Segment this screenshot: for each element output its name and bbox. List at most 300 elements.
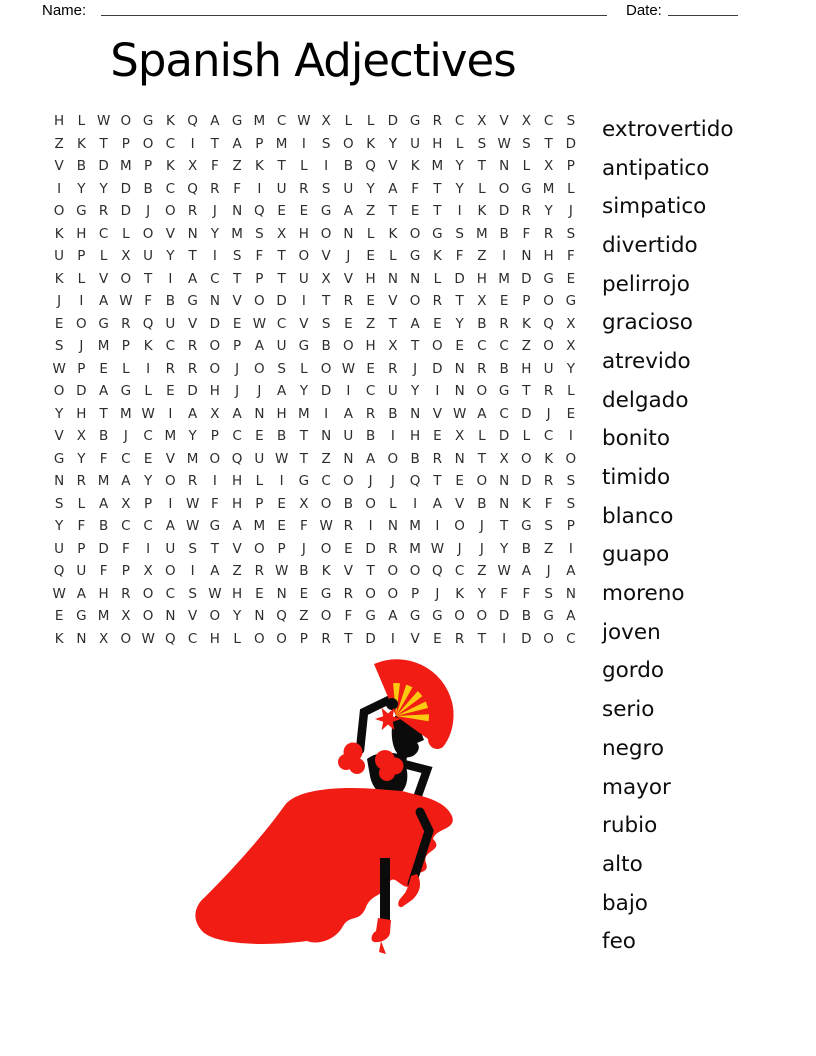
grid-letter-r3c18: M bbox=[431, 158, 444, 175]
grid-letter-r10c22: K bbox=[521, 315, 531, 332]
grid-letter-r7c15: E bbox=[366, 248, 375, 265]
grid-letter-r13c14: I bbox=[346, 383, 351, 400]
grid-letter-r23c4: X bbox=[121, 608, 131, 625]
grid-letter-r4c15: Y bbox=[366, 180, 375, 197]
grid-letter-r14c11: H bbox=[276, 405, 287, 422]
grid-letter-r4c19: Y bbox=[455, 180, 464, 197]
grid-letter-r19c23: S bbox=[544, 518, 553, 535]
grid-letter-r9c19: T bbox=[455, 293, 464, 310]
grid-letter-r11c21: C bbox=[499, 338, 509, 355]
grid-letter-r12c11: S bbox=[277, 360, 286, 377]
grid-letter-r10c2: O bbox=[76, 315, 87, 332]
grid-letter-r2c16: Y bbox=[388, 135, 397, 152]
grid-letter-r14c13: I bbox=[324, 405, 329, 422]
grid-letter-r14c1: Y bbox=[55, 405, 64, 422]
grid-letter-r15c4: J bbox=[123, 428, 128, 445]
grid-letter-r19c15: I bbox=[368, 518, 373, 535]
grid-letter-r23c21: D bbox=[498, 608, 510, 625]
grid-letter-r15c10: E bbox=[255, 428, 264, 445]
grid-letter-r17c20: O bbox=[476, 473, 488, 490]
grid-letter-r17c1: N bbox=[54, 473, 65, 490]
grid-letter-r16c22: O bbox=[521, 450, 532, 467]
grid-letter-r22c1: W bbox=[52, 585, 66, 602]
grid-letter-r9c3: A bbox=[99, 293, 109, 310]
grid-letter-r3c24: P bbox=[566, 158, 575, 175]
grid-letter-r17c3: M bbox=[97, 473, 110, 490]
grid-letter-r1c6: K bbox=[165, 113, 175, 130]
grid-letter-r1c21: V bbox=[499, 113, 509, 130]
grid-letter-r23c6: N bbox=[165, 608, 176, 625]
grid-letter-r5c19: I bbox=[457, 203, 462, 220]
grid-letter-r13c10: J bbox=[257, 383, 262, 400]
grid-letter-r1c11: C bbox=[276, 113, 287, 130]
grid-letter-r18c1: S bbox=[54, 495, 64, 512]
grid-letter-r5c16: T bbox=[388, 203, 397, 220]
grid-letter-r19c7: W bbox=[185, 518, 200, 535]
word-list bbox=[602, 110, 734, 961]
grid-letter-r20c2: P bbox=[77, 540, 86, 557]
grid-letter-r24c22: D bbox=[521, 630, 532, 647]
grid-letter-r22c11: N bbox=[276, 585, 287, 602]
grid-letter-r1c18: R bbox=[432, 113, 443, 130]
grid-letter-r18c5: P bbox=[144, 495, 153, 512]
grid-letter-r23c22: B bbox=[521, 608, 531, 625]
word-list-item: bajo bbox=[602, 890, 648, 916]
grid-letter-r5c2: G bbox=[76, 203, 87, 220]
grid-letter-r10c15: Z bbox=[366, 315, 376, 332]
grid-letter-r21c20: Z bbox=[477, 563, 487, 580]
grid-letter-r18c17: I bbox=[413, 495, 418, 512]
grid-letter-r12c23: U bbox=[543, 360, 554, 377]
grid-letter-r24c21: I bbox=[502, 630, 507, 647]
grid-letter-r12c13: O bbox=[320, 360, 332, 377]
grid-letter-r13c9: J bbox=[235, 383, 240, 400]
word-list-item: antipatico bbox=[602, 155, 710, 181]
grid-letter-r23c1: E bbox=[54, 608, 64, 625]
grid-letter-r10c21: R bbox=[499, 315, 509, 332]
grid-letter-r12c10: O bbox=[254, 360, 265, 377]
grid-letter-r14c2: H bbox=[76, 405, 87, 422]
grid-letter-r11c3: M bbox=[97, 338, 110, 355]
grid-letter-r13c6: E bbox=[166, 383, 175, 400]
grid-letter-r18c20: B bbox=[477, 495, 487, 512]
grid-letter-r10c4: R bbox=[121, 315, 131, 332]
grid-letter-r11c17: T bbox=[411, 338, 420, 355]
grid-letter-r18c21: N bbox=[499, 495, 510, 512]
grid-letter-r4c12: R bbox=[299, 180, 309, 197]
grid-letter-r21c12: B bbox=[299, 563, 309, 580]
grid-letter-r8c17: N bbox=[410, 270, 421, 287]
grid-letter-r19c2: F bbox=[77, 518, 86, 535]
grid-letter-r9c2: I bbox=[79, 293, 84, 310]
grid-letter-r2c11: M bbox=[275, 135, 288, 152]
grid-letter-r13c17: Y bbox=[411, 383, 420, 400]
grid-letter-r11c15: H bbox=[365, 338, 376, 355]
grid-letter-r23c9: Y bbox=[233, 608, 242, 625]
grid-letter-r3c17: K bbox=[410, 158, 420, 175]
grid-letter-r18c8: F bbox=[210, 495, 219, 512]
grid-letter-r15c12: T bbox=[299, 428, 308, 445]
dancer-hand bbox=[386, 698, 398, 710]
word-list-item: blanco bbox=[602, 503, 674, 529]
grid-letter-r16c10: U bbox=[254, 450, 265, 467]
grid-letter-r16c15: A bbox=[366, 450, 376, 467]
grid-letter-r12c7: R bbox=[187, 360, 198, 377]
grid-letter-r5c6: O bbox=[165, 203, 176, 220]
grid-letter-r21c7: I bbox=[190, 563, 195, 580]
grid-letter-r12c6: R bbox=[165, 360, 176, 377]
grid-letter-r22c14: R bbox=[343, 585, 354, 602]
grid-letter-r19c5: C bbox=[143, 518, 153, 535]
grid-letter-r14c9: A bbox=[232, 405, 242, 422]
grid-letter-r15c16: I bbox=[390, 428, 395, 445]
grid-letter-r18c3: A bbox=[99, 495, 109, 512]
grid-letter-r22c22: F bbox=[522, 585, 531, 602]
grid-letter-r1c12: W bbox=[297, 113, 311, 130]
grid-letter-r5c22: R bbox=[521, 203, 532, 220]
grid-letter-r22c7: S bbox=[188, 585, 197, 602]
grid-letter-r1c1: H bbox=[54, 113, 65, 130]
grid-letter-r14c12: M bbox=[298, 405, 310, 422]
grid-letter-r17c17: Q bbox=[409, 473, 421, 490]
grid-letter-r15c13: N bbox=[321, 428, 332, 445]
grid-letter-r2c23: T bbox=[544, 135, 553, 152]
grid-letter-r4c10: I bbox=[257, 180, 262, 197]
grid-letter-r7c19: F bbox=[455, 248, 464, 265]
grid-letter-r7c3: L bbox=[99, 248, 108, 265]
grid-letter-r13c21: G bbox=[498, 383, 510, 400]
grid-letter-r10c9: E bbox=[232, 315, 242, 332]
grid-letter-r3c1: V bbox=[54, 158, 64, 175]
grid-letter-r19c10: M bbox=[253, 518, 266, 535]
grid-letter-r9c12: I bbox=[301, 293, 306, 310]
grid-letter-r23c13: O bbox=[320, 608, 332, 625]
grid-letter-r10c8: D bbox=[209, 315, 221, 332]
grid-letter-r10c24: X bbox=[566, 315, 576, 332]
grid-letter-r9c18: R bbox=[432, 293, 443, 310]
grid-letter-r24c1: K bbox=[54, 630, 64, 647]
grid-letter-r22c18: J bbox=[435, 585, 440, 602]
grid-letter-r5c10: Q bbox=[254, 203, 265, 220]
grid-letter-r6c13: O bbox=[320, 225, 332, 242]
grid-letter-r7c20: Z bbox=[477, 248, 487, 265]
grid-letter-r19c19: O bbox=[454, 518, 465, 535]
grid-letter-r2c7: I bbox=[190, 135, 195, 152]
grid-letter-r19c11: E bbox=[277, 518, 286, 535]
grid-letter-r23c8: O bbox=[209, 608, 221, 625]
grid-letter-r19c20: J bbox=[479, 518, 484, 535]
grid-letter-r3c15: Q bbox=[365, 158, 376, 175]
grid-letter-r10c13: S bbox=[321, 315, 331, 332]
grid-letter-r22c17: P bbox=[411, 585, 420, 602]
grid-letter-r8c18: L bbox=[433, 270, 442, 287]
grid-letter-r9c21: E bbox=[499, 293, 509, 310]
grid-letter-r21c9: Z bbox=[232, 563, 242, 580]
grid-letter-r1c23: C bbox=[543, 113, 554, 130]
grid-letter-r5c11: E bbox=[277, 203, 286, 220]
word-list-item: delgado bbox=[602, 387, 689, 413]
grid-letter-r6c18: G bbox=[432, 225, 443, 242]
grid-letter-r22c19: K bbox=[455, 585, 465, 602]
grid-letter-r15c22: L bbox=[522, 428, 531, 445]
grid-letter-r23c7: V bbox=[188, 608, 198, 625]
grid-letter-r18c18: A bbox=[432, 495, 442, 512]
grid-letter-r13c20: O bbox=[476, 383, 488, 400]
grid-letter-r3c11: T bbox=[277, 158, 286, 175]
grid-letter-r3c21: N bbox=[499, 158, 510, 175]
grid-letter-r8c2: L bbox=[77, 270, 86, 287]
grid-letter-r3c9: Z bbox=[232, 158, 242, 175]
grid-letter-r14c3: T bbox=[99, 405, 108, 422]
grid-letter-r17c16: J bbox=[390, 473, 395, 490]
grid-letter-r10c11: C bbox=[276, 315, 287, 332]
grid-letter-r13c19: N bbox=[454, 383, 465, 400]
grid-letter-r4c21: O bbox=[498, 180, 510, 197]
grid-letter-r1c22: X bbox=[521, 113, 531, 130]
grid-letter-r10c12: V bbox=[299, 315, 309, 332]
grid-letter-r8c14: V bbox=[343, 270, 353, 287]
grid-letter-r15c1: V bbox=[54, 428, 64, 445]
grid-letter-r21c8: A bbox=[210, 563, 220, 580]
grid-letter-r6c19: S bbox=[455, 225, 464, 242]
grid-letter-r23c16: A bbox=[388, 608, 398, 625]
grid-letter-r15c17: H bbox=[410, 428, 421, 445]
grid-letter-r14c6: I bbox=[168, 405, 173, 422]
grid-letter-r22c13: G bbox=[320, 585, 332, 602]
grid-letter-r17c5: Y bbox=[144, 473, 153, 490]
grid-letter-r12c4: L bbox=[122, 360, 130, 377]
grid-letter-r15c5: C bbox=[143, 428, 153, 445]
grid-letter-r8c5: T bbox=[144, 270, 153, 287]
grid-letter-r2c1: Z bbox=[54, 135, 64, 152]
word-list-item: simpatico bbox=[602, 194, 707, 220]
grid-letter-r14c5: W bbox=[141, 405, 155, 422]
grid-letter-r20c12: J bbox=[301, 540, 306, 557]
grid-letter-r12c19: N bbox=[454, 360, 465, 377]
grid-letter-r17c18: T bbox=[433, 473, 442, 490]
grid-letter-r24c11: O bbox=[276, 630, 287, 647]
grid-letter-r16c17: B bbox=[410, 450, 420, 467]
word-list-item: timido bbox=[602, 465, 671, 491]
grid-letter-r3c7: X bbox=[188, 158, 198, 175]
grid-letter-r5c15: Z bbox=[366, 203, 376, 220]
grid-letter-r14c20: A bbox=[477, 405, 487, 422]
grid-letter-r20c16: R bbox=[388, 540, 398, 557]
grid-letter-r20c4: F bbox=[121, 540, 130, 557]
word-list-item: bonito bbox=[602, 426, 670, 452]
grid-letter-r24c2: N bbox=[76, 630, 87, 647]
grid-letter-r14c19: W bbox=[452, 405, 467, 422]
grid-letter-r18c15: O bbox=[365, 495, 376, 512]
grid-letter-r15c3: B bbox=[98, 428, 109, 445]
grid-letter-r1c17: G bbox=[409, 113, 421, 130]
grid-letter-r8c8: C bbox=[210, 270, 220, 287]
grid-letter-r18c4: X bbox=[121, 495, 131, 512]
grid-letter-r7c21: I bbox=[502, 248, 507, 265]
date-label: Date: bbox=[626, 2, 662, 19]
grid-letter-r8c20: H bbox=[476, 270, 487, 287]
grid-letter-r7c24: F bbox=[566, 248, 575, 265]
grid-letter-r9c4: W bbox=[119, 293, 133, 310]
grid-letter-r7c22: N bbox=[521, 248, 532, 265]
grid-letter-r12c3: E bbox=[99, 360, 108, 377]
grid-letter-r12c8: O bbox=[209, 360, 221, 377]
grid-letter-r5c17: E bbox=[410, 203, 420, 220]
grid-letter-r8c6: I bbox=[168, 270, 173, 287]
grid-letter-r11c19: E bbox=[455, 338, 464, 355]
grid-letter-r20c7: S bbox=[188, 540, 197, 557]
grid-letter-r8c10: P bbox=[255, 270, 264, 287]
grid-letter-r24c9: L bbox=[233, 630, 241, 647]
grid-letter-r12c12: L bbox=[300, 360, 308, 377]
grid-letter-r22c6: C bbox=[165, 585, 176, 602]
grid-letter-r23c14: F bbox=[344, 608, 353, 625]
grid-letter-r14c8: X bbox=[210, 405, 220, 422]
grid-letter-r18c16: L bbox=[389, 495, 397, 512]
grid-letter-r13c7: D bbox=[187, 383, 198, 400]
grid-letter-r9c24: G bbox=[565, 293, 577, 310]
grid-letter-r5c24: J bbox=[568, 203, 573, 220]
grid-letter-r13c3: A bbox=[99, 383, 109, 400]
grid-letter-r21c2: U bbox=[76, 563, 87, 580]
grid-letter-r24c4: O bbox=[120, 630, 132, 647]
grid-letter-r8c24: E bbox=[566, 270, 576, 287]
grid-letter-r11c14: O bbox=[343, 338, 354, 355]
grid-letter-r5c21: D bbox=[498, 203, 510, 220]
grid-letter-r16c23: K bbox=[544, 450, 554, 467]
grid-letter-r5c8: J bbox=[212, 203, 217, 220]
grid-letter-r9c17: O bbox=[409, 293, 421, 310]
grid-letter-r21c24: A bbox=[566, 563, 576, 580]
grid-letter-r4c1: I bbox=[57, 180, 62, 197]
grid-letter-r10c14: E bbox=[344, 315, 353, 332]
grid-letter-r3c23: X bbox=[544, 158, 554, 175]
grid-letter-r23c12: Z bbox=[299, 608, 309, 625]
grid-letter-r5c23: Y bbox=[544, 203, 553, 220]
grid-letter-r20c18: W bbox=[430, 540, 445, 557]
grid-letter-r16c1: G bbox=[53, 450, 65, 467]
grid-letter-r8c21: M bbox=[498, 270, 510, 287]
grid-letter-r1c15: L bbox=[366, 113, 375, 130]
grid-letter-r23c11: Q bbox=[276, 608, 287, 625]
grid-letter-r4c14: U bbox=[343, 180, 354, 197]
grid-letter-r20c15: D bbox=[365, 540, 376, 557]
grid-letter-r22c20: Y bbox=[477, 585, 486, 602]
grid-letter-r2c6: C bbox=[165, 135, 176, 152]
grid-letter-r11c9: P bbox=[233, 338, 242, 355]
grid-letter-r20c11: P bbox=[277, 540, 286, 557]
grid-letter-r6c4: L bbox=[122, 225, 130, 242]
grid-letter-r6c2: H bbox=[76, 225, 87, 242]
grid-letter-r19c24: P bbox=[566, 518, 575, 535]
word-list-item: gordo bbox=[602, 658, 665, 684]
grid-letter-r4c5: B bbox=[143, 180, 153, 197]
grid-letter-r12c17: J bbox=[413, 360, 418, 377]
grid-letter-r12c18: D bbox=[432, 360, 443, 377]
grid-letter-r2c4: P bbox=[121, 135, 130, 152]
grid-letter-r17c24: S bbox=[566, 473, 576, 490]
grid-letter-r17c9: H bbox=[232, 473, 243, 490]
grid-letter-r4c3: Y bbox=[99, 180, 108, 197]
grid-letter-r11c2: J bbox=[79, 338, 84, 355]
grid-letter-r18c12: X bbox=[299, 495, 309, 512]
grid-letter-r18c2: L bbox=[77, 495, 86, 512]
grid-letter-r3c10: K bbox=[254, 158, 264, 175]
grid-letter-r6c7: N bbox=[187, 225, 198, 242]
grid-letter-r12c15: E bbox=[366, 360, 375, 377]
grid-letter-r7c16: L bbox=[389, 248, 397, 265]
grid-letter-r24c17: V bbox=[410, 630, 420, 647]
grid-letter-r14c23: J bbox=[546, 405, 551, 422]
grid-letter-r16c11: W bbox=[274, 450, 289, 467]
grid-letter-r6c8: Y bbox=[210, 225, 219, 242]
grid-letter-r13c5: L bbox=[144, 383, 152, 400]
grid-letter-r9c6: B bbox=[165, 293, 175, 310]
grid-letter-r15c2: X bbox=[76, 428, 86, 445]
grid-letter-r15c11: B bbox=[276, 428, 287, 445]
grid-letter-r14c16: B bbox=[388, 405, 398, 422]
grid-letter-r16c8: O bbox=[209, 450, 221, 467]
grid-letter-r8c16: N bbox=[387, 270, 398, 287]
grid-letter-r10c18: E bbox=[433, 315, 442, 332]
grid-letter-r8c9: T bbox=[233, 270, 242, 287]
grid-letter-r19c3: B bbox=[98, 518, 109, 535]
grid-letter-r20c14: E bbox=[344, 540, 353, 557]
grid-letter-r7c1: U bbox=[54, 248, 65, 265]
grid-letter-r19c16: N bbox=[387, 518, 398, 535]
grid-letter-r24c23: O bbox=[543, 630, 554, 647]
grid-letter-r13c1: O bbox=[53, 383, 65, 400]
grid-letter-r20c3: D bbox=[98, 540, 109, 557]
grid-letter-r5c1: O bbox=[53, 203, 65, 220]
grid-letter-r7c23: H bbox=[543, 248, 554, 265]
grid-letter-r2c20: S bbox=[477, 135, 487, 152]
grid-letter-r22c2: A bbox=[76, 585, 86, 602]
grid-letter-r9c15: E bbox=[366, 293, 375, 310]
word-list-item: feo bbox=[602, 929, 636, 955]
grid-letter-r24c5: W bbox=[141, 630, 155, 647]
grid-letter-r8c12: U bbox=[298, 270, 309, 287]
grid-letter-r7c6: Y bbox=[166, 248, 175, 265]
grid-letter-r3c20: T bbox=[477, 158, 486, 175]
grid-letter-r9c23: O bbox=[543, 293, 554, 310]
grid-letter-r6c16: K bbox=[388, 225, 398, 242]
grid-letter-r7c18: K bbox=[432, 248, 442, 265]
word-list-item: atrevido bbox=[602, 348, 691, 374]
grid-letter-r16c7: M bbox=[186, 450, 199, 467]
grid-letter-r19c1: Y bbox=[55, 518, 64, 535]
grid-letter-r15c20: L bbox=[478, 428, 486, 445]
grid-letter-r7c8: I bbox=[212, 248, 217, 265]
grid-letter-r24c13: R bbox=[321, 630, 331, 647]
grid-letter-r24c18: E bbox=[433, 630, 442, 647]
word-list-item: mayor bbox=[602, 774, 671, 800]
grid-letter-r6c21: B bbox=[499, 225, 509, 242]
grid-letter-r19c8: G bbox=[209, 518, 221, 535]
grid-letter-r24c15: D bbox=[365, 630, 376, 647]
grid-letter-r3c12: L bbox=[300, 158, 308, 175]
grid-letter-r17c7: R bbox=[187, 473, 198, 490]
grid-letter-r3c2: B bbox=[76, 158, 86, 175]
grid-letter-r24c20: T bbox=[477, 630, 486, 647]
grid-letter-r23c15: G bbox=[365, 608, 376, 625]
grid-letter-r1c20: X bbox=[477, 113, 487, 130]
grid-letter-r3c8: F bbox=[210, 158, 219, 175]
grid-letter-r13c24: L bbox=[567, 383, 575, 400]
grid-letter-r13c18: I bbox=[435, 383, 440, 400]
grid-letter-r16c5: E bbox=[143, 450, 153, 467]
word-list-item: pelirrojo bbox=[602, 271, 690, 297]
